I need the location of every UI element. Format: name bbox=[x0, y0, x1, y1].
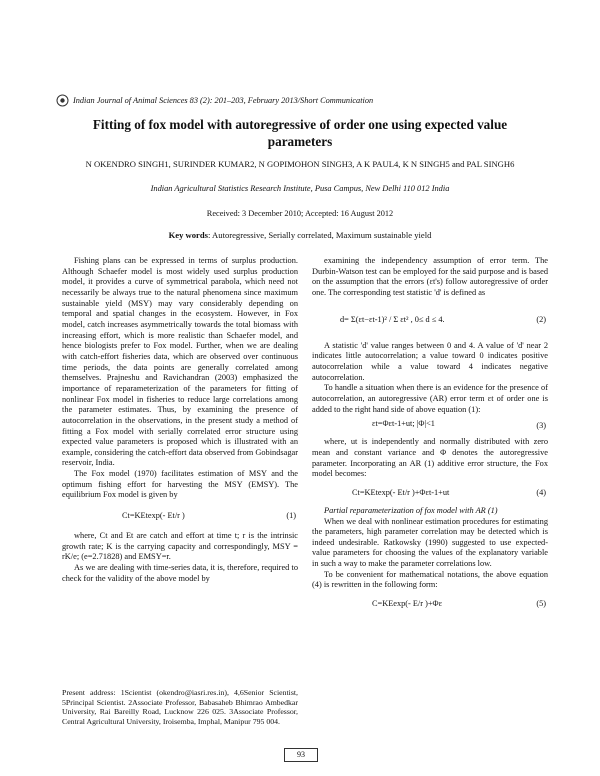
paper-title: Fitting of fox model with autoregressive of order one using expected value parameters bbox=[92, 117, 508, 149]
equation-1-number: (1) bbox=[286, 511, 296, 521]
page-number: 93 bbox=[284, 748, 318, 762]
footnote-address: Present address: 1Scientist (okendro@iasri.res.in), 4,6Senior Scientist, 5Principal Scientist. 2Associate Professor, Babasaheb Bhimrao Ambedkar University, Rai Bareilly Road, Lucknow 226 025. 3Associate Professor, Central Agricultural University, Iroisemba, Imphal, Manipur 795 004. bbox=[62, 688, 298, 726]
equation-5-body: C=KEexp(- E/r )+Φε bbox=[372, 599, 443, 609]
left-paragraph-1: Fishing plans can be expressed in terms of surplus production. Although Schaefer model is most widely used surplus production model, it provides a curve of symmetrical parabola, which need not necessarily be always true to the natural phenomena since maximum sustainable yield (MSY) may vary considerably depending on temporal and spatial changes in the ecosystem. However, in Fox model, catch increases asymmetrically towards the total biomass with increasing effort, which is more realistic than Schaefer model, and hence biologists prefer to Fox model. Further, when we are dealing with catch-effort fisheries data, which are observed over continuous time periods, the data points are generally correlated among themselves. Prajneshu and Ravichandran (2003) emphasized the importance of reparameterization of the parameters for fitting of nonlinear Fox model in fisheries to reduce large correlations among the parameter estimates. Thus, by examining the presence of autocorrelation in the observations, in the present study a method of fitting a Fox model with serially correlated error structure using expected value parameters is proposed which is illustrated with an example, considering the catch-effort data observed from Gobindsagar reservoir, India. bbox=[62, 256, 298, 468]
equation-2 bbox=[312, 299, 548, 341]
running-head-text: Indian Journal of Animal Sciences 83 (2): 201–203, February 2013/Short Communication bbox=[73, 96, 374, 105]
right-paragraph-3: To handle a situation when there is an evidence for the presence of autocorrelation, an autoregressive (AR) error term εt of order one is added to the right hand side of above equation (1): bbox=[312, 383, 548, 414]
right-paragraph-5: When we deal with nonlinear estimation procedures for estimating the parameters, high parameter correlation may be detected which is indeed undesirable. Ratkowsky (1990) suggested to use expected-value parameters for choosing the values of the explanatory variable in such a way to make the parameter correlations low. bbox=[312, 516, 548, 569]
equation-4-number: (4) bbox=[536, 487, 546, 497]
equation-2-number: (2) bbox=[536, 314, 546, 324]
left-column bbox=[62, 256, 298, 584]
equation-4-body: Ct=KEtexp(- Et/r )+Φεt-1+ut bbox=[352, 487, 450, 497]
right-paragraph-6: To be convenient for mathematical notations, the above equation (4) is rewritten in the following form: bbox=[312, 569, 548, 590]
equation-5 bbox=[312, 591, 548, 617]
keywords bbox=[52, 230, 548, 240]
left-paragraph-2: The Fox model (1970) facilitates estimation of MSY and the optimum fishing effort for harvesting the MSY (EMSY). The equilibrium Fox model is given by bbox=[62, 469, 298, 500]
received-accepted-dates: Received: 3 December 2010; Accepted: 16 August 2012 bbox=[206, 209, 394, 218]
equation-1 bbox=[62, 501, 298, 531]
equation-5-number: (5) bbox=[536, 599, 546, 609]
equation-1-body: Ct=KEtexp(- Et/r ) bbox=[122, 511, 185, 521]
affiliation: Indian Agricultural Statistics Research Institute, Pusa Campus, New Delhi 110 012 India bbox=[150, 184, 450, 193]
right-column bbox=[312, 256, 548, 617]
equation-2-body: d= Σ(εt−εt-1)² / Σ εt² , 0≤ d ≤ 4. bbox=[340, 314, 445, 324]
equation-3 bbox=[312, 415, 548, 437]
left-paragraph-3: where, Ct and Et are catch and effort at time t; r is the intrinsic growth rate; K is the carrying capacity and correspondingly, MSY = rK/e; (e=2.71828) and EMSY=r. bbox=[62, 531, 298, 562]
right-paragraph-2: A statistic 'd' value ranges between 0 and 4. A value of 'd' near 2 indicates little autocorrelation; a value toward 0 indicates positive autocorrelation while a value toward 4 indicates negative autocorrelation. bbox=[312, 340, 548, 382]
right-paragraph-1: examining the independency assumption of error term. The Durbin-Watson test can be employed for the said purpose and is based on the assumption that the errors (εt's) follow autoregressive of order one. The corresponding test statistic 'd' is defined as bbox=[312, 256, 548, 297]
equation-3-body: εt=Φεt-1+ut; |Φ|<1 bbox=[372, 419, 435, 429]
right-paragraph-4: where, ut is independently and normally distributed with zero mean and constant variance and Φ denotes the autoregressive parameter. Incorporating an AR (1) additive error structure, the Fox model becomes: bbox=[312, 437, 548, 479]
journal-logo-icon bbox=[56, 94, 69, 107]
equation-3-number: (3) bbox=[536, 421, 546, 431]
keywords-label: Key words bbox=[168, 230, 208, 240]
running-header bbox=[56, 94, 556, 107]
left-paragraph-4: As we are dealing with time-series data, it is, therefore, required to check for the validity of the above model by bbox=[62, 563, 298, 583]
equation-4 bbox=[312, 480, 548, 506]
keywords-text: : Autoregressive, Serially correlated, Maximum sustainable yield bbox=[208, 230, 432, 240]
authors: N OKENDRO SINGH1, SURINDER KUMAR2, N GOPIMOHON SINGH3, A K PAUL4, K N SINGH5 and PAL SINGH6 bbox=[85, 159, 515, 169]
section-subheading: Partial reparameterization of fox model with AR (1) bbox=[324, 505, 498, 515]
